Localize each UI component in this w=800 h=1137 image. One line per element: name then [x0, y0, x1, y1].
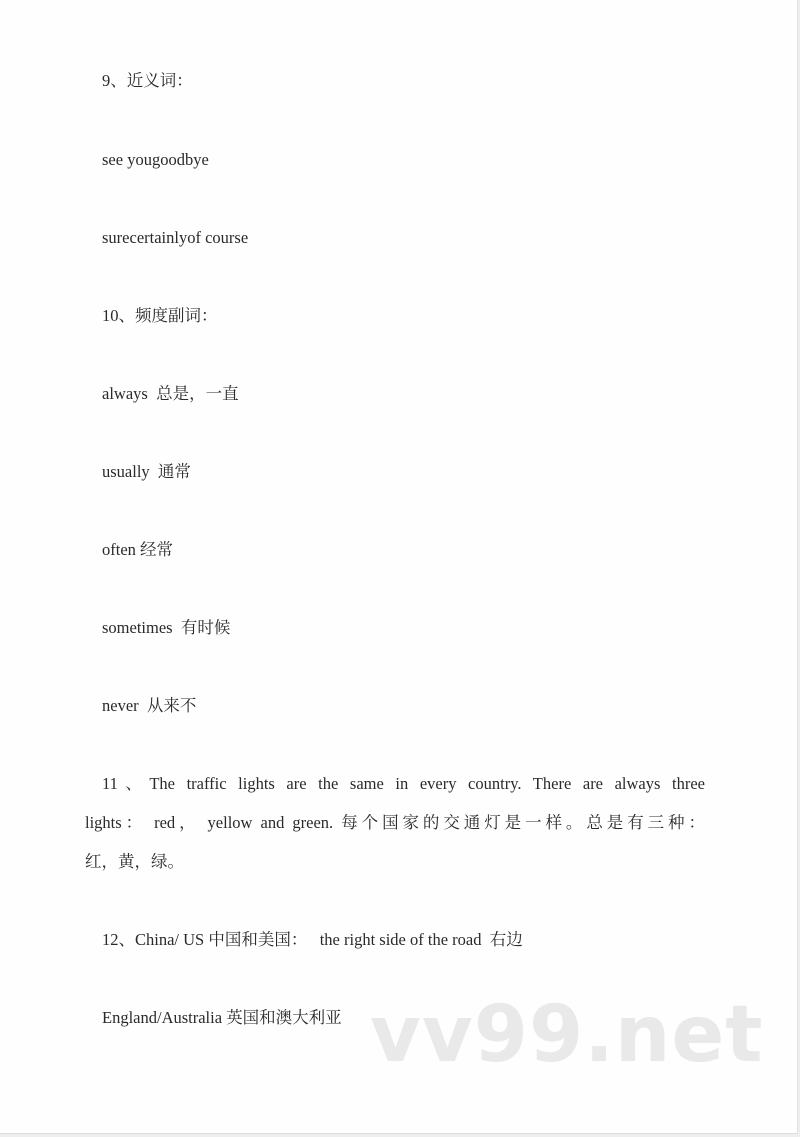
paragraph-line: lights： red， yellow and green. 每个国家的交通灯是一样。总是有三种： — [85, 813, 705, 832]
synonym-item: see yougoodbye — [102, 150, 209, 169]
paragraph-line: 11、The traffic lights are the same in every country. There are always three — [102, 774, 705, 793]
section-11-paragraph — [85, 774, 705, 891]
frequency-adverb-item: often 经常 — [102, 540, 174, 559]
frequency-adverb-item: usually 通常 — [102, 462, 191, 481]
frequency-adverb-item: never 从来不 — [102, 696, 197, 715]
frequency-adverb-item: sometimes 有时候 — [102, 618, 231, 637]
section-12-line: England/Australia 英国和澳大利亚 — [102, 1008, 342, 1027]
section-12-line: 12、China/ US 中国和美国： the right side of the road 右边 — [102, 930, 523, 949]
section-9-heading: 9、近义词： — [102, 71, 193, 90]
frequency-adverb-item: always 总是，一直 — [102, 384, 239, 403]
synonym-item: surecertainlyof course — [102, 228, 249, 247]
watermark: vv99.net — [370, 990, 764, 1080]
section-10-heading: 10、频度副词： — [102, 306, 218, 325]
paragraph-line: 红，黄，绿。 — [85, 852, 184, 871]
